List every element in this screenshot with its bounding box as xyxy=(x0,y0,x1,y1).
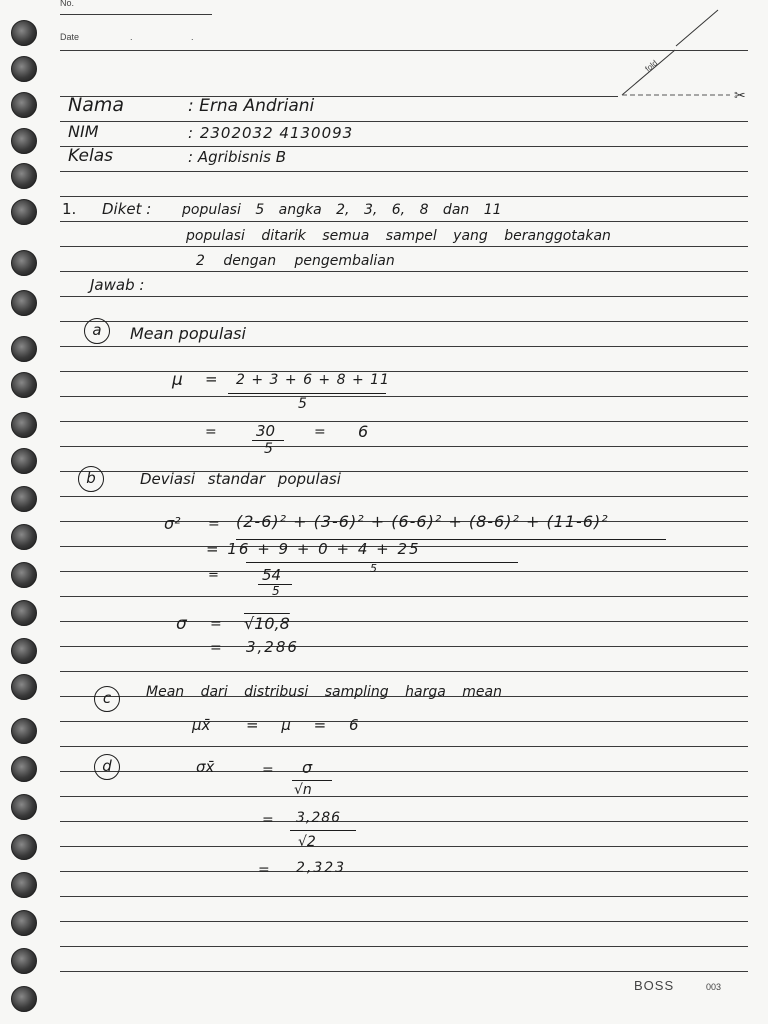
part-b-marker: b xyxy=(78,466,104,492)
binder-hole xyxy=(11,336,37,362)
diket-label: Diket : xyxy=(102,200,152,218)
binder-hole xyxy=(11,250,37,276)
page-code: 003 xyxy=(706,982,722,992)
part-c-title: Mean dari distribusi sampling harga mean xyxy=(146,684,502,700)
binder-hole xyxy=(11,199,37,225)
binder-hole xyxy=(11,562,37,588)
sigma-equals-2: = xyxy=(210,640,222,656)
kelas-label: Kelas xyxy=(68,146,113,166)
mu-equals: = xyxy=(205,370,218,388)
se-denominator: √n xyxy=(294,782,312,798)
kelas-value: : Agribisnis B xyxy=(188,148,286,166)
variance-numerator: (2-6)² + (3-6)² + (6-6)² + (8-6)² + (11-6)² xyxy=(236,512,609,531)
binder-hole xyxy=(11,128,37,154)
variance-symbol: σ² xyxy=(164,514,181,533)
se-denominator-2: √2 xyxy=(298,834,316,850)
part-a-marker: a xyxy=(84,318,110,344)
se-fraction-bar-2 xyxy=(290,830,356,831)
problem-number: 1. xyxy=(62,200,77,218)
mean-result-equals: = xyxy=(314,424,326,440)
binder-hole xyxy=(11,372,37,398)
binder-hole xyxy=(11,163,37,189)
se-result: 2,323 xyxy=(296,860,347,876)
se-equals-2: = xyxy=(262,812,274,828)
mu-symbol: μ xyxy=(172,370,183,390)
binder-hole xyxy=(11,524,37,550)
sigma-xbar: σx̄ xyxy=(196,758,215,776)
mean-equals-2: = xyxy=(205,424,217,440)
binder-hole xyxy=(11,486,37,512)
binder-hole xyxy=(11,448,37,474)
binder-hole xyxy=(11,600,37,626)
sigma-equals: = xyxy=(210,616,222,632)
se-numerator-2: 3,286 xyxy=(296,810,342,826)
binder-hole xyxy=(11,674,37,700)
date-dots: . . xyxy=(130,32,222,42)
binder-hole xyxy=(11,986,37,1012)
binder-hole xyxy=(11,834,37,860)
variance-equals-3: = xyxy=(208,568,219,583)
binder-hole xyxy=(11,756,37,782)
sigma-symbol: σ xyxy=(176,614,187,634)
nim-label: NIM xyxy=(68,122,99,141)
binder-hole xyxy=(11,794,37,820)
mu-xbar-result: = μ = 6 xyxy=(246,716,359,734)
mean-denominator: 5 xyxy=(298,396,307,412)
part-d-marker: d xyxy=(94,754,120,780)
sigma-xbar-equals: = xyxy=(262,762,274,778)
mean-sum: 30 xyxy=(256,422,276,440)
nama-label: Nama xyxy=(68,94,125,116)
binder-hole xyxy=(11,872,37,898)
variance-squares: = 16 + 9 + 0 + 4 + 25 xyxy=(206,540,421,558)
binder-hole xyxy=(11,412,37,438)
variance-fraction-bar-2 xyxy=(246,562,518,563)
mean-count: 5 xyxy=(264,441,273,457)
variance-equals: = xyxy=(208,516,220,532)
se-numerator: σ xyxy=(302,758,313,777)
binder-hole xyxy=(11,948,37,974)
binder-hole xyxy=(11,56,37,82)
variance-sum: 54 xyxy=(262,566,282,584)
fold-corner xyxy=(600,0,768,110)
binder-hole xyxy=(11,20,37,46)
mean-numerator: 2 + 3 + 6 + 8 + 11 xyxy=(236,372,390,388)
problem-line-3: 2 dengan pengembalian xyxy=(196,253,395,269)
variance-count: 5 xyxy=(272,584,280,598)
problem-line-1: populasi 5 angka 2, 3, 6, 8 dan 11 xyxy=(182,202,502,218)
binder-hole xyxy=(11,718,37,744)
se-equals-3: = xyxy=(258,862,270,878)
jawab-label: Jawab : xyxy=(90,276,145,294)
mean-fraction-bar xyxy=(228,393,386,394)
binder-hole xyxy=(11,92,37,118)
problem-line-2: populasi ditarik semua sampel yang beranggotakan xyxy=(186,228,611,244)
brand-logo: BOSS xyxy=(634,978,675,993)
nim-value: : 2302032 4130093 xyxy=(188,124,354,142)
sigma-result: 3,286 xyxy=(246,638,299,656)
date-label: Date xyxy=(60,32,80,42)
binder-hole xyxy=(11,910,37,936)
part-c-marker: c xyxy=(94,686,120,712)
nama-value: : Erna Andriani xyxy=(188,96,315,116)
binder-hole xyxy=(11,638,37,664)
se-fraction-bar xyxy=(292,780,332,781)
variance-denominator: 5 xyxy=(370,562,377,575)
scissors-icon: ✂ xyxy=(734,88,746,104)
no-label: No. xyxy=(60,0,75,8)
mu-xbar: μx̄ xyxy=(192,716,211,734)
fold-label: fold xyxy=(643,58,660,74)
sigma-sqrt: √10,8 xyxy=(244,614,290,633)
no-line xyxy=(60,14,212,15)
mean-result: 6 xyxy=(358,422,369,441)
binder-hole xyxy=(11,290,37,316)
part-a-title: Mean populasi xyxy=(130,324,246,343)
part-b-title: Deviasi standar populasi xyxy=(140,470,341,488)
